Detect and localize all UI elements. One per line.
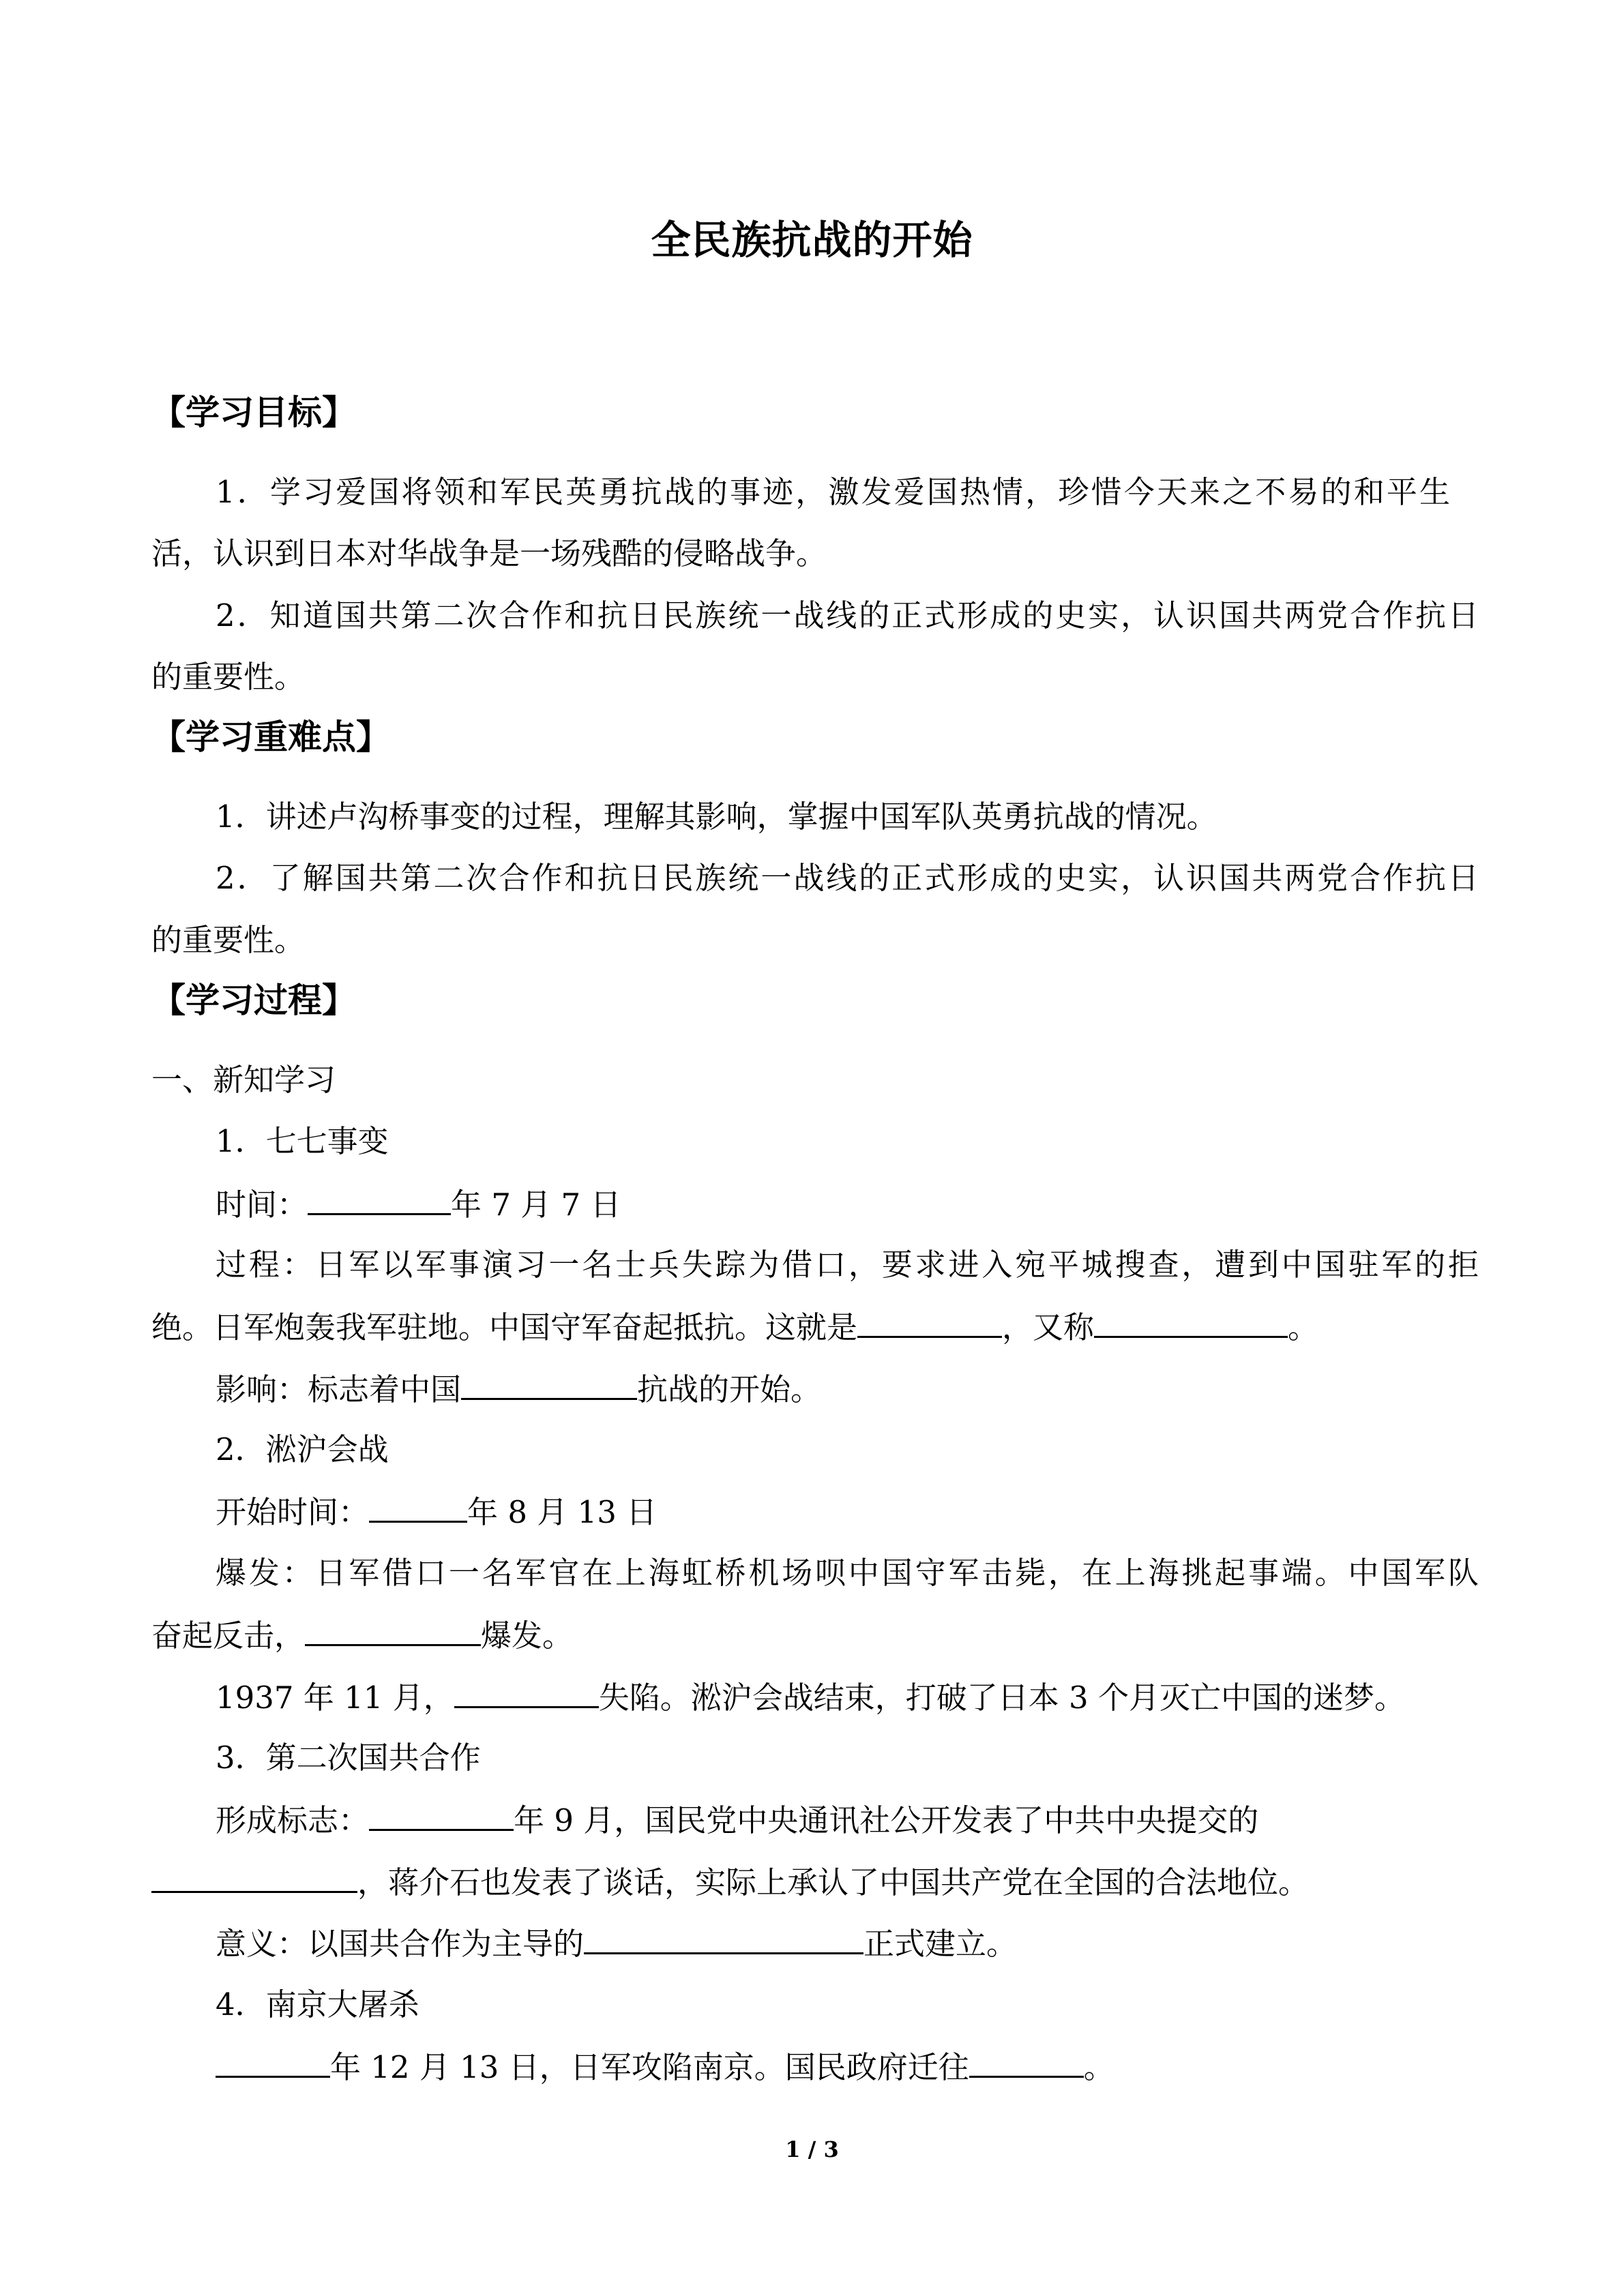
fill-blank-q4-city[interactable] [969, 2044, 1084, 2078]
fill-blank-q2-year[interactable] [369, 1489, 467, 1523]
fill-blank-q3-year[interactable] [369, 1798, 514, 1831]
q2-end-line: 1937 年 11 月， 失陷。淞沪会战结束，打破了日本 3 个月灭亡中国的迷梦。 [216, 1675, 1405, 1720]
fill-blank-q1-incident-name[interactable] [857, 1304, 1002, 1338]
q3-significance-line: 意义：以国共合作为主导的 正式建立。 [216, 1921, 1017, 1966]
q1-process-line-1: 过程：日军以军事演习一名士兵失踪为借口，要求进入宛平城搜查，遭到中国驻军的拒 [216, 1247, 1479, 1283]
objective-1-line-2: 活，认识到日本对华战争是一场残酷的侵略战争。 [151, 535, 827, 571]
key-point-2-line-1: 2．了解国共第二次合作和抗日民族统一战线的正式形成的史实，认识国共两党合作抗日 [216, 860, 1479, 896]
q2-outbreak-line-1: 爆发：日军借口一名军官在上海虹桥机场呗中国守军击毙，在上海挑起事端。中国军队 [216, 1555, 1479, 1591]
fill-blank-q1-year[interactable] [308, 1182, 451, 1215]
fill-blank-q1-alias[interactable] [1094, 1304, 1288, 1338]
q4-line: 年 12 月 13 日，日军攻陷南京。国民政府迁往 。 [216, 2044, 1114, 2089]
q2-outbreak-line-2: 奋起反击， 爆发。 [151, 1613, 573, 1658]
q2-start-line: 开始时间： 年 8 月 13 日 [216, 1489, 657, 1534]
key-point-1: 1．讲述卢沟桥事变的过程，理解其影响，掌握中国军队英勇抗战的情况。 [216, 799, 1217, 835]
key-point-2-line-2: 的重要性。 [151, 922, 306, 958]
document-title: 全民族抗战的开始 [651, 217, 973, 263]
fill-blank-q3-united-front[interactable] [584, 1921, 863, 1954]
q1-time-line: 时间： 年 7 月 7 日 [216, 1182, 621, 1227]
heading-learning-objectives: 【学习目标】 [151, 393, 356, 432]
fill-blank-q2-city[interactable] [454, 1675, 599, 1708]
objective-2-line-2: 的重要性。 [151, 659, 306, 695]
q3-title: 3．第二次国共合作 [216, 1740, 481, 1776]
q1-process-line-2: 绝。日军炮轰我军驻地。中国守军奋起抵抗。这就是 ，又称 。 [151, 1304, 1318, 1350]
heading-learning-process: 【学习过程】 [151, 981, 356, 1020]
q3-mark-line-1: 形成标志： 年 9 月，国民党中央通讯社公开发表了中共中央提交的 [216, 1798, 1258, 1843]
fill-blank-q1-impact[interactable] [461, 1367, 637, 1400]
fill-blank-q3-declaration[interactable] [151, 1860, 357, 1893]
q3-mark-line-2: ，蒋介石也发表了谈话，实际上承认了中国共产党在全国的合法地位。 [151, 1860, 1309, 1905]
q1-title: 1．七七事变 [216, 1123, 389, 1159]
fill-blank-q2-battle[interactable] [305, 1613, 481, 1646]
objective-2-line-1: 2．知道国共第二次合作和抗日民族统一战线的正式形成的史实，认识国共两党合作抗日 [216, 597, 1479, 633]
heading-key-difficult-points: 【学习重难点】 [151, 717, 390, 757]
q2-title: 2．淞沪会战 [216, 1431, 389, 1467]
q4-title: 4．南京大屠杀 [216, 1986, 419, 2023]
q1-impact-line: 影响：标志着中国 抗战的开始。 [216, 1367, 821, 1412]
part-1-title: 一、新知学习 [151, 1062, 336, 1098]
page-number: 1 / 3 [785, 2136, 839, 2162]
fill-blank-q4-year[interactable] [216, 2044, 330, 2078]
objective-1-line-1: 1．学习爱国将领和军民英勇抗战的事迹，激发爱国热情，珍惜今天来之不易的和平生 [216, 474, 1450, 510]
